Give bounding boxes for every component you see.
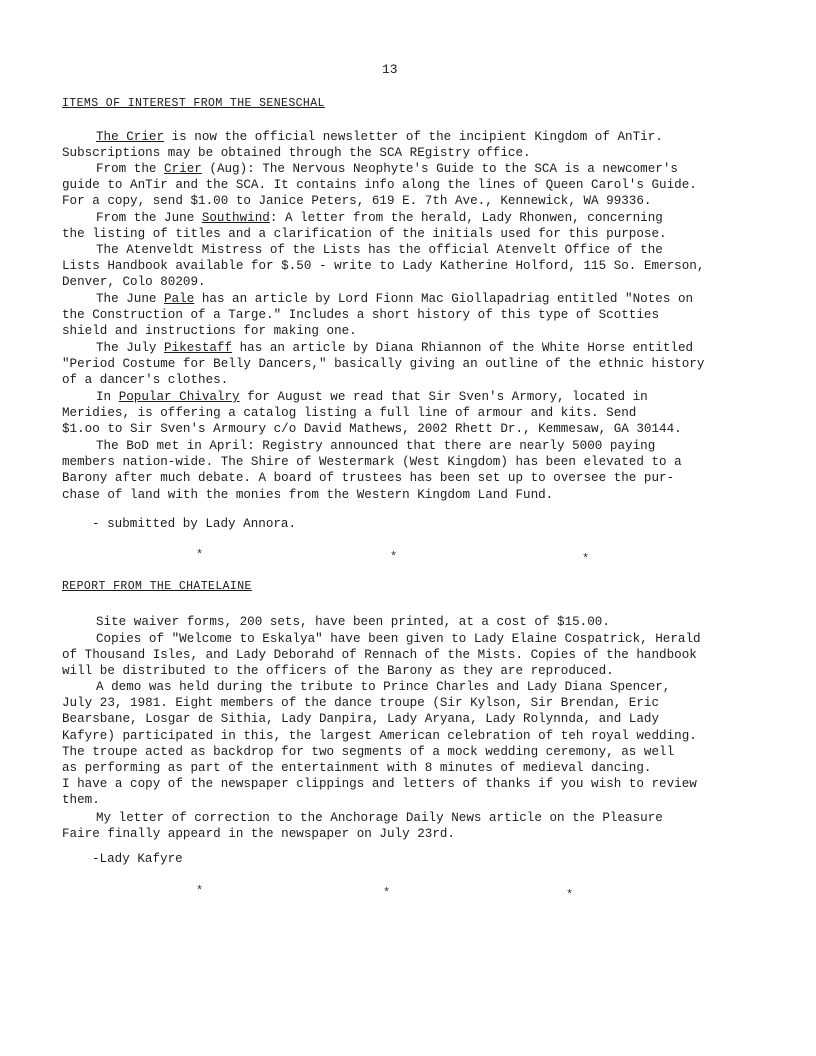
seneschal-paragraph-pikestaff: The July Pikestaff has an article by Diana Rhiannon of the White Horse entitled "Period Costume for Belly Dancers," basically giving an outline of the ethnic history of a dancer's clothes.: [62, 341, 705, 388]
chatelaine-paragraph-correction: My letter of correction to the Anchorage Daily News article on the Pleasure Faire finally appeard in the newspaper on July 23rd.: [62, 811, 663, 842]
seneschal-paragraph-pale: The June Pale has an article by Lord Fionn Mac Giollapadriag entitled "Notes on the Construction of a Targe." Includes a short history of this type of Scotties shield and instructions for making one.: [62, 292, 694, 339]
chatelaine-paragraph-waivers: Site waiver forms, 200 sets, have been printed, at a cost of $15.00.: [96, 615, 610, 629]
pikestaff-title: Pikestaff: [164, 341, 233, 355]
seneschal-signature: - submitted by Lady Annora.: [92, 517, 297, 531]
page-number: 13: [382, 62, 398, 77]
seneschal-paragraph-bod: The BoD met in April: Registry announced that there are nearly 5000 paying members nation-wide. The Shire of Westermark (West Kingdom) has been elevated to a Barony after much debate. A board of trustees has been set up to oversee the pur- chase of land with the monies from the Western Kingdom Land Fund.: [62, 439, 682, 502]
seneschal-heading: ITEMS OF INTEREST FROM THE SENESCHAL: [62, 97, 325, 110]
seneschal-paragraph-atenveldt: The Atenveldt Mistress of the Lists has the official Atenvelt Office of the Lists Handbook available for $.50 - write to Lady Katherine Holford, 115 So. Emerson, Denver, Colo 80209.: [62, 243, 705, 290]
chatelaine-heading: REPORT FROM THE CHATELAINE: [62, 580, 252, 593]
pale-title: Pale: [164, 292, 195, 306]
crier-title: Crier: [164, 162, 202, 176]
chatelaine-signature: -Lady Kafyre: [92, 852, 183, 866]
seneschal-paragraph-southwind: From the June Southwind: A letter from the herald, Lady Rhonwen, concerning the listing of titles and a clarification of the initials used for this purpose.: [62, 211, 667, 242]
popular-chivalry-title: Popular Chivalry: [118, 390, 240, 404]
separator-asterisk: *: [196, 548, 204, 562]
separator-asterisk: *: [582, 552, 590, 566]
seneschal-paragraph-crier-aug: From the Crier (Aug): The Nervous Neophyte's Guide to the SCA is a newcomer's guide to AnTir and the SCA. It contains info along the lines of Queen Carol's Guide. For a copy, send $1.00 to Janice Peters, 619 E. 7th Ave., Kennewick, WA 99336.: [62, 162, 697, 209]
separator-asterisk: *: [390, 550, 398, 564]
separator-asterisk: *: [383, 886, 391, 900]
separator-asterisk: *: [566, 888, 574, 902]
crier-title: The Crier: [96, 130, 165, 144]
chatelaine-paragraph-demo: A demo was held during the tribute to Prince Charles and Lady Diana Spencer, July 23, 1981. Eight members of the dance troupe (Sir Kylson, Sir Brendan, Eric Bearsbane, Losgar de Sithia, Lady Danpira, Lady Aryana, Lady Rolynnda, and Lady Kafyre) participated in this, the largest American celebration of teh royal wedding. The troupe acted as backdrop for two segments of a mock wedding ceremony, as well as performing as part of the entertainment with 8 minutes of medieval dancing. I have a copy of the newspaper clippings and letters of thanks if you wish to review them.: [62, 680, 697, 808]
seneschal-paragraph-crier: The Crier is now the official newsletter of the incipient Kingdom of AnTir. Subscriptions may be obtained through the SCA REgistry office.: [62, 130, 663, 161]
southwind-title: Southwind: [201, 211, 270, 225]
chatelaine-paragraph-welcome: Copies of "Welcome to Eskalya" have been given to Lady Elaine Cospatrick, Herald of Thousand Isles, and Lady Deborahd of Rennach of the Mists. Copies of the handbook will be distributed to the officers of the Barony as they are reproduced.: [62, 632, 701, 679]
seneschal-paragraph-popular-chivalry: In Popular Chivalry for August we read that Sir Sven's Armory, located in Meridies, is offering a catalog listing a full line of armour and kits. Send $1.oo to Sir Sven's Armoury c/o David Mathews, 2002 Rhett Dr., Kemmesaw, GA 30144.: [62, 390, 682, 437]
separator-asterisk: *: [196, 884, 204, 898]
